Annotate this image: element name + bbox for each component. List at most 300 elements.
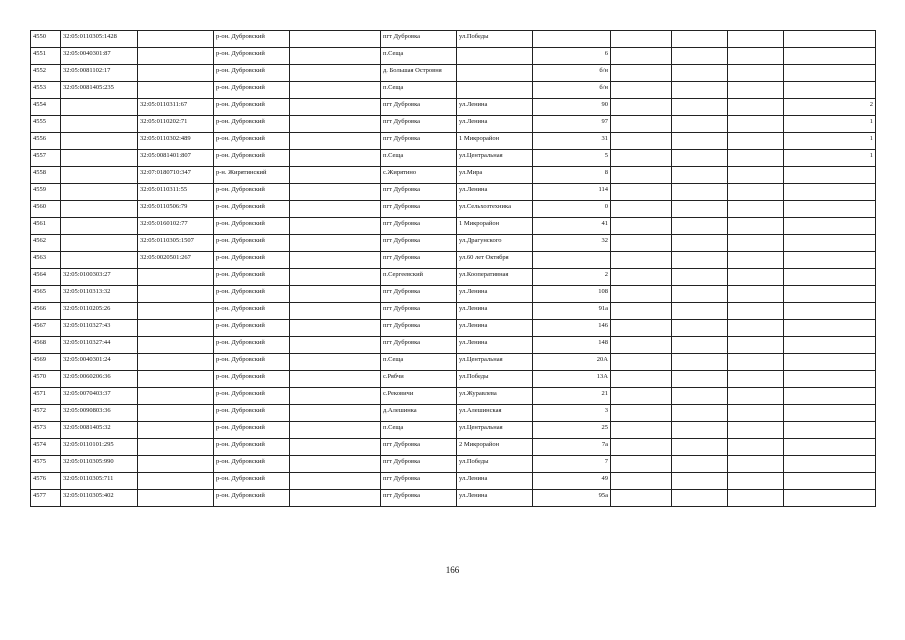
- cell-street: ул.Драгунского: [457, 235, 533, 252]
- cell-col-empty-c: [672, 490, 728, 507]
- cell-quantity: [784, 388, 876, 405]
- cell-col-empty-b: [611, 337, 672, 354]
- cell-district: р-он. Дубровский: [214, 303, 290, 320]
- cell-col-empty-c: [672, 150, 728, 167]
- cell-col-empty-c: [672, 31, 728, 48]
- cell-district: р-он. Дубровский: [214, 286, 290, 303]
- table-row: [31, 337, 876, 354]
- cell-cadastral-number-building: 32:05:0020501:267: [138, 252, 214, 269]
- cell-settlement: пгт Дубровка: [381, 456, 457, 473]
- cell-row-number: 4552: [31, 65, 61, 82]
- cell-row-number: 4556: [31, 133, 61, 150]
- cell-cadastral-number-building: 32:05:0160102:77: [138, 218, 214, 235]
- cell-col-empty-c: [672, 82, 728, 99]
- cell-col-empty-d: [728, 422, 784, 439]
- cell-col-empty-a: [290, 48, 381, 65]
- cell-cadastral-number: 32:05:0060206:36: [61, 371, 138, 388]
- cell-col-empty-a: [290, 116, 381, 133]
- cell-cadastral-number: 32:05:0110327:43: [61, 320, 138, 337]
- table-row: [31, 371, 876, 388]
- page-number: 166: [445, 565, 460, 575]
- cell-street: ул.Победы: [457, 371, 533, 388]
- table-row: [31, 201, 876, 218]
- cell-cadastral-number-building: [138, 473, 214, 490]
- cell-col-empty-c: [672, 116, 728, 133]
- cell-settlement: п.Сеща: [381, 150, 457, 167]
- cell-quantity: [784, 218, 876, 235]
- cell-cadastral-number: 32:05:0110305:1428: [61, 31, 138, 48]
- cell-house-number: 108: [533, 286, 611, 303]
- cell-cadastral-number: [61, 201, 138, 218]
- cell-cadastral-number-building: [138, 388, 214, 405]
- cell-house-number: 90: [533, 99, 611, 116]
- cell-settlement: д.Алешинка: [381, 405, 457, 422]
- cell-house-number: 146: [533, 320, 611, 337]
- cell-cadastral-number-building: [138, 320, 214, 337]
- cell-col-empty-c: [672, 133, 728, 150]
- cell-house-number: 21: [533, 388, 611, 405]
- cell-cadastral-number-building: [138, 65, 214, 82]
- cell-quantity: [784, 235, 876, 252]
- cell-house-number: 20А: [533, 354, 611, 371]
- cell-quantity: [784, 252, 876, 269]
- cell-street: ул.Сельхозтехника: [457, 201, 533, 218]
- cell-col-empty-a: [290, 184, 381, 201]
- cell-district: р-он. Дубровский: [214, 82, 290, 99]
- cell-row-number: 4571: [31, 388, 61, 405]
- cell-street: [457, 65, 533, 82]
- cell-col-empty-b: [611, 184, 672, 201]
- cell-col-empty-d: [728, 371, 784, 388]
- cell-col-empty-d: [728, 405, 784, 422]
- cell-col-empty-c: [672, 235, 728, 252]
- cell-col-empty-c: [672, 201, 728, 218]
- cell-col-empty-b: [611, 48, 672, 65]
- table-row: [31, 116, 876, 133]
- cell-col-empty-b: [611, 422, 672, 439]
- cell-cadastral-number: 32:05:0110313:32: [61, 286, 138, 303]
- cell-col-empty-c: [672, 252, 728, 269]
- cell-house-number: б/н: [533, 82, 611, 99]
- cell-row-number: 4561: [31, 218, 61, 235]
- cell-col-empty-c: [672, 371, 728, 388]
- cell-settlement: пгт Дубровка: [381, 320, 457, 337]
- cell-settlement: пгт Дубровка: [381, 116, 457, 133]
- cell-quantity: [784, 201, 876, 218]
- cell-district: р-он. Дубровский: [214, 99, 290, 116]
- cell-cadastral-number-building: [138, 82, 214, 99]
- cell-col-empty-a: [290, 167, 381, 184]
- cell-settlement: пгт Дубровка: [381, 473, 457, 490]
- cell-quantity: [784, 303, 876, 320]
- cell-district: р-он. Дубровский: [214, 388, 290, 405]
- cell-house-number: 31: [533, 133, 611, 150]
- cell-house-number: 13А: [533, 371, 611, 388]
- cell-house-number: 91а: [533, 303, 611, 320]
- cell-cadastral-number-building: [138, 405, 214, 422]
- cell-cadastral-number-building: 32:05:0110506:79: [138, 201, 214, 218]
- cell-cadastral-number: [61, 150, 138, 167]
- cell-settlement: пгт Дубровка: [381, 201, 457, 218]
- cell-cadastral-number-building: [138, 371, 214, 388]
- cell-col-empty-d: [728, 286, 784, 303]
- cell-col-empty-a: [290, 82, 381, 99]
- cell-cadastral-number: 32:05:0090803:36: [61, 405, 138, 422]
- cell-col-empty-b: [611, 150, 672, 167]
- cell-row-number: 4567: [31, 320, 61, 337]
- cell-district: р-он. Дубровский: [214, 48, 290, 65]
- cell-col-empty-a: [290, 150, 381, 167]
- cell-col-empty-c: [672, 337, 728, 354]
- cell-col-empty-a: [290, 201, 381, 218]
- cell-col-empty-c: [672, 320, 728, 337]
- cell-house-number: 7: [533, 456, 611, 473]
- cell-district: р-он. Дубровский: [214, 235, 290, 252]
- cell-row-number: 4563: [31, 252, 61, 269]
- cell-cadastral-number-building: 32:05:0110311:55: [138, 184, 214, 201]
- cell-col-empty-b: [611, 235, 672, 252]
- cell-settlement: пгт Дубровка: [381, 337, 457, 354]
- cell-settlement: пгт Дубровка: [381, 184, 457, 201]
- cell-row-number: 4553: [31, 82, 61, 99]
- cell-col-empty-d: [728, 439, 784, 456]
- cell-district: р-н. Жирятинский: [214, 167, 290, 184]
- cell-col-empty-a: [290, 320, 381, 337]
- cell-col-empty-c: [672, 286, 728, 303]
- cell-row-number: 4568: [31, 337, 61, 354]
- cell-col-empty-a: [290, 133, 381, 150]
- cell-district: р-он. Дубровский: [214, 269, 290, 286]
- cell-col-empty-d: [728, 456, 784, 473]
- cell-settlement: пгт Дубровка: [381, 133, 457, 150]
- cell-col-empty-c: [672, 269, 728, 286]
- cell-quantity: [784, 456, 876, 473]
- cell-cadastral-number-building: [138, 354, 214, 371]
- cell-settlement: с.Жирятино: [381, 167, 457, 184]
- cell-col-empty-c: [672, 218, 728, 235]
- table-row: [31, 439, 876, 456]
- cell-house-number: 32: [533, 235, 611, 252]
- cell-street: [457, 48, 533, 65]
- cell-row-number: 4565: [31, 286, 61, 303]
- cell-quantity: [784, 354, 876, 371]
- cell-col-empty-b: [611, 269, 672, 286]
- cell-district: р-он. Дубровский: [214, 116, 290, 133]
- cell-col-empty-d: [728, 235, 784, 252]
- cell-street: ул.Журавлева: [457, 388, 533, 405]
- cell-street: ул.Победы: [457, 31, 533, 48]
- table-row: [31, 235, 876, 252]
- cell-row-number: 4560: [31, 201, 61, 218]
- cell-col-empty-d: [728, 150, 784, 167]
- cell-district: р-он. Дубровский: [214, 133, 290, 150]
- cell-street: ул.Центральная: [457, 354, 533, 371]
- cell-row-number: 4559: [31, 184, 61, 201]
- cell-col-empty-a: [290, 439, 381, 456]
- cell-settlement: п.Сергеевский: [381, 269, 457, 286]
- cell-col-empty-b: [611, 354, 672, 371]
- cell-district: р-он. Дубровский: [214, 456, 290, 473]
- cell-col-empty-c: [672, 388, 728, 405]
- cell-house-number: 114: [533, 184, 611, 201]
- cell-col-empty-a: [290, 422, 381, 439]
- cell-quantity: 1: [784, 133, 876, 150]
- cell-col-empty-b: [611, 456, 672, 473]
- cell-col-empty-a: [290, 337, 381, 354]
- cell-quantity: 1: [784, 150, 876, 167]
- cell-col-empty-d: [728, 201, 784, 218]
- cell-col-empty-d: [728, 354, 784, 371]
- cell-cadastral-number-building: 32:05:0110302:489: [138, 133, 214, 150]
- cell-street: ул.Ленина: [457, 286, 533, 303]
- cell-col-empty-a: [290, 218, 381, 235]
- cell-district: р-он. Дубровский: [214, 150, 290, 167]
- cell-settlement: пгт Дубровка: [381, 252, 457, 269]
- cell-cadastral-number-building: 32:05:0081401:807: [138, 150, 214, 167]
- cell-house-number: 41: [533, 218, 611, 235]
- cell-col-empty-b: [611, 167, 672, 184]
- cell-settlement: пгт Дубровка: [381, 31, 457, 48]
- cell-street: ул.Ленина: [457, 490, 533, 507]
- cell-col-empty-b: [611, 490, 672, 507]
- cell-col-empty-c: [672, 167, 728, 184]
- cell-cadastral-number: 32:05:0110305:711: [61, 473, 138, 490]
- cell-street: ул.Победы: [457, 456, 533, 473]
- cell-settlement: пгт Дубровка: [381, 286, 457, 303]
- cell-cadastral-number: [61, 99, 138, 116]
- cell-district: р-он. Дубровский: [214, 184, 290, 201]
- cell-col-empty-c: [672, 405, 728, 422]
- cell-cadastral-number-building: [138, 303, 214, 320]
- cell-cadastral-number: 32:05:0110205:26: [61, 303, 138, 320]
- table-row: [31, 354, 876, 371]
- cell-quantity: [784, 65, 876, 82]
- table-row: [31, 269, 876, 286]
- cell-cadastral-number-building: 32:07:0180710:347: [138, 167, 214, 184]
- cell-district: р-он. Дубровский: [214, 65, 290, 82]
- cell-settlement: п.Сеща: [381, 354, 457, 371]
- cell-row-number: 4555: [31, 116, 61, 133]
- cell-house-number: [533, 31, 611, 48]
- cell-settlement: п.Сеща: [381, 82, 457, 99]
- table-row: [31, 48, 876, 65]
- cell-district: р-он. Дубровский: [214, 422, 290, 439]
- cell-street: ул.Ленина: [457, 116, 533, 133]
- cell-cadastral-number-building: [138, 337, 214, 354]
- cell-col-empty-c: [672, 456, 728, 473]
- cell-col-empty-d: [728, 48, 784, 65]
- cell-row-number: 4564: [31, 269, 61, 286]
- cell-row-number: 4566: [31, 303, 61, 320]
- cell-district: р-он. Дубровский: [214, 252, 290, 269]
- cell-col-empty-a: [290, 456, 381, 473]
- table-row: [31, 405, 876, 422]
- cell-row-number: 4557: [31, 150, 61, 167]
- cell-col-empty-b: [611, 252, 672, 269]
- cell-col-empty-b: [611, 116, 672, 133]
- cell-cadastral-number: 32:05:0081405:235: [61, 82, 138, 99]
- cell-settlement: пгт Дубровка: [381, 235, 457, 252]
- cell-col-empty-a: [290, 473, 381, 490]
- cell-col-empty-d: [728, 490, 784, 507]
- cell-col-empty-d: [728, 303, 784, 320]
- cell-cadastral-number: 32:05:0110101:295: [61, 439, 138, 456]
- cell-cadastral-number-building: 32:05:0110305:1507: [138, 235, 214, 252]
- cell-settlement: п.Сеща: [381, 48, 457, 65]
- cell-col-empty-a: [290, 303, 381, 320]
- cell-col-empty-b: [611, 99, 672, 116]
- cell-house-number: 6: [533, 48, 611, 65]
- cell-col-empty-c: [672, 303, 728, 320]
- cell-house-number: 97: [533, 116, 611, 133]
- table-row: [31, 65, 876, 82]
- cell-row-number: 4551: [31, 48, 61, 65]
- table-row: [31, 133, 876, 150]
- cell-row-number: 4576: [31, 473, 61, 490]
- cell-quantity: [784, 320, 876, 337]
- cell-street: ул.Мира: [457, 167, 533, 184]
- cell-col-empty-b: [611, 133, 672, 150]
- cell-district: р-он. Дубровский: [214, 354, 290, 371]
- cell-street: ул.Ленина: [457, 303, 533, 320]
- cell-col-empty-a: [290, 490, 381, 507]
- cell-quantity: [784, 269, 876, 286]
- cell-col-empty-d: [728, 184, 784, 201]
- cell-house-number: [533, 252, 611, 269]
- cell-district: р-он. Дубровский: [214, 320, 290, 337]
- table-row: [31, 167, 876, 184]
- cell-col-empty-d: [728, 269, 784, 286]
- table-row: [31, 422, 876, 439]
- cell-col-empty-c: [672, 48, 728, 65]
- table-row: [31, 82, 876, 99]
- cell-cadastral-number-building: 32:05:0110202:71: [138, 116, 214, 133]
- cell-street: ул.Ленина: [457, 337, 533, 354]
- cell-col-empty-c: [672, 354, 728, 371]
- cell-cadastral-number-building: [138, 269, 214, 286]
- cell-district: р-он. Дубровский: [214, 337, 290, 354]
- cell-street: ул.Ленина: [457, 99, 533, 116]
- table-row: [31, 252, 876, 269]
- cell-col-empty-d: [728, 133, 784, 150]
- cell-col-empty-a: [290, 31, 381, 48]
- cell-street: ул.Ленина: [457, 184, 533, 201]
- cell-col-empty-b: [611, 82, 672, 99]
- cell-district: р-он. Дубровский: [214, 31, 290, 48]
- cell-col-empty-b: [611, 303, 672, 320]
- cell-col-empty-a: [290, 405, 381, 422]
- cell-house-number: 95а: [533, 490, 611, 507]
- cell-street: ул.Алешинская: [457, 405, 533, 422]
- cell-row-number: 4572: [31, 405, 61, 422]
- cell-quantity: [784, 490, 876, 507]
- cell-cadastral-number: 32:05:0070403:37: [61, 388, 138, 405]
- cell-col-empty-b: [611, 320, 672, 337]
- cell-col-empty-c: [672, 65, 728, 82]
- cell-col-empty-a: [290, 388, 381, 405]
- cell-quantity: [784, 82, 876, 99]
- cell-col-empty-b: [611, 473, 672, 490]
- cell-street: [457, 82, 533, 99]
- table-row: [31, 388, 876, 405]
- cell-house-number: 25: [533, 422, 611, 439]
- cell-quantity: [784, 48, 876, 65]
- cell-col-empty-c: [672, 473, 728, 490]
- cell-cadastral-number-building: 32:05:0110311:67: [138, 99, 214, 116]
- table-row: [31, 320, 876, 337]
- cell-cadastral-number-building: [138, 439, 214, 456]
- cell-house-number: 8: [533, 167, 611, 184]
- cell-house-number: 7а: [533, 439, 611, 456]
- cell-col-empty-d: [728, 31, 784, 48]
- cell-settlement: пгт Дубровка: [381, 218, 457, 235]
- cell-col-empty-b: [611, 439, 672, 456]
- cell-settlement: д. Большая Островня: [381, 65, 457, 82]
- cell-street: ул.Кооперативная: [457, 269, 533, 286]
- cell-street: 1 Микрорайон: [457, 218, 533, 235]
- table-row: [31, 456, 876, 473]
- table-row: [31, 31, 876, 48]
- cell-col-empty-a: [290, 286, 381, 303]
- cell-col-empty-b: [611, 388, 672, 405]
- table-row: [31, 150, 876, 167]
- cell-district: р-он. Дубровский: [214, 490, 290, 507]
- cell-settlement: п.Сеща: [381, 422, 457, 439]
- cell-quantity: [784, 422, 876, 439]
- cell-cadastral-number: [61, 167, 138, 184]
- cell-house-number: 2: [533, 269, 611, 286]
- cell-cadastral-number: 32:05:0110305:402: [61, 490, 138, 507]
- cell-col-empty-d: [728, 473, 784, 490]
- cell-street: ул.Центральная: [457, 422, 533, 439]
- cell-quantity: 1: [784, 116, 876, 133]
- cell-quantity: [784, 31, 876, 48]
- cell-quantity: [784, 184, 876, 201]
- cell-cadastral-number: [61, 133, 138, 150]
- cell-quantity: [784, 167, 876, 184]
- table-row: [31, 184, 876, 201]
- cell-row-number: 4573: [31, 422, 61, 439]
- cell-settlement: пгт Дубровка: [381, 439, 457, 456]
- cell-col-empty-a: [290, 252, 381, 269]
- cell-house-number: 5: [533, 150, 611, 167]
- cell-row-number: 4550: [31, 31, 61, 48]
- cell-col-empty-d: [728, 252, 784, 269]
- cell-district: р-он. Дубровский: [214, 473, 290, 490]
- cell-street: 2 Микрорайон: [457, 439, 533, 456]
- cell-row-number: 4577: [31, 490, 61, 507]
- cell-district: р-он. Дубровский: [214, 371, 290, 388]
- cell-col-empty-a: [290, 371, 381, 388]
- cell-col-empty-d: [728, 388, 784, 405]
- cell-street: 1 Микрорайон: [457, 133, 533, 150]
- cell-house-number: 0: [533, 201, 611, 218]
- cell-street: ул.Ленина: [457, 473, 533, 490]
- cell-quantity: [784, 439, 876, 456]
- cell-district: р-он. Дубровский: [214, 218, 290, 235]
- cell-row-number: 4569: [31, 354, 61, 371]
- cell-col-empty-c: [672, 184, 728, 201]
- cell-col-empty-b: [611, 31, 672, 48]
- cell-row-number: 4558: [31, 167, 61, 184]
- cell-district: р-он. Дубровский: [214, 439, 290, 456]
- cell-col-empty-a: [290, 235, 381, 252]
- cell-col-empty-b: [611, 286, 672, 303]
- cell-cadastral-number: 32:05:0100303:27: [61, 269, 138, 286]
- cell-col-empty-c: [672, 422, 728, 439]
- cell-cadastral-number: 32:05:0081405:32: [61, 422, 138, 439]
- cell-col-empty-d: [728, 218, 784, 235]
